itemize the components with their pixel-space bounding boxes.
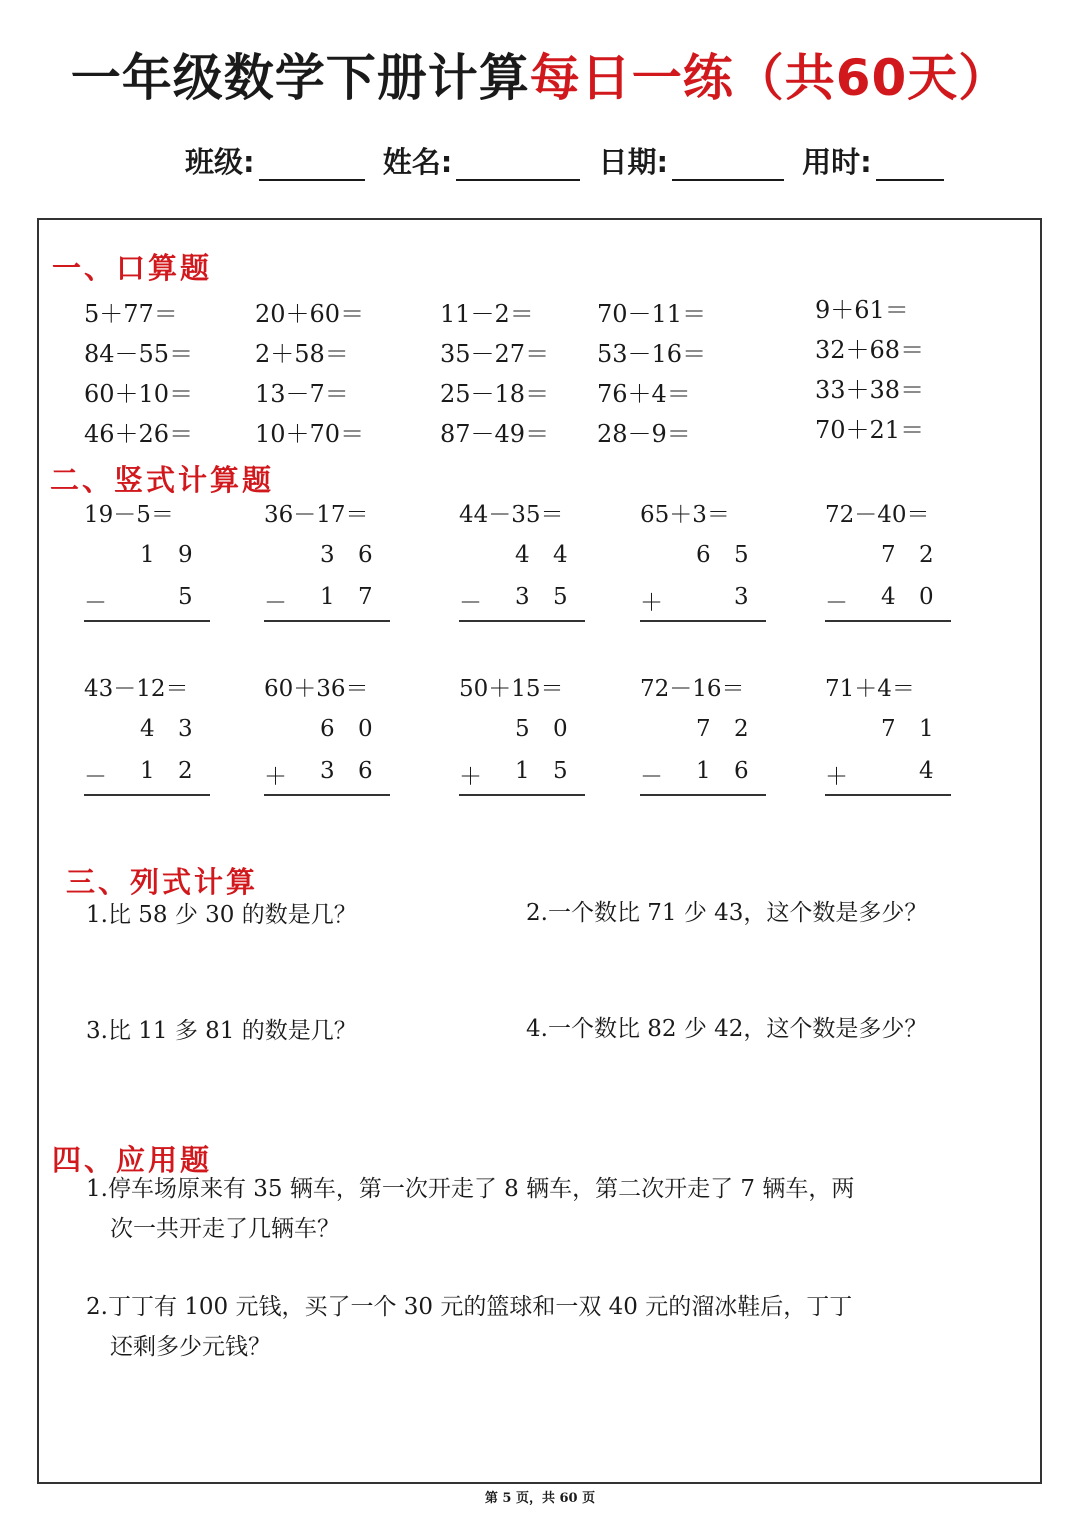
oral-problem: 35－27＝ bbox=[440, 340, 550, 368]
vertical-operator: ＋ bbox=[264, 764, 287, 790]
vertical-equation: 43－12＝ bbox=[84, 676, 189, 702]
vertical-operator: － bbox=[264, 590, 287, 616]
vertical-top-tens: 4 bbox=[140, 716, 155, 742]
vertical-bottom-ones: 6 bbox=[358, 758, 373, 784]
vertical-operator: － bbox=[825, 590, 848, 616]
vertical-top-ones: 2 bbox=[734, 716, 749, 742]
vertical-answer-line bbox=[84, 794, 210, 796]
vertical-top-tens: 6 bbox=[320, 716, 335, 742]
oral-problem: 10＋70＝ bbox=[255, 420, 365, 448]
oral-problem: 5＋77＝ bbox=[84, 300, 178, 328]
vertical-operator: － bbox=[640, 764, 663, 790]
vertical-bottom-ones: 2 bbox=[178, 758, 193, 784]
oral-problem: 60＋10＝ bbox=[84, 380, 194, 408]
vertical-top-ones: 5 bbox=[734, 542, 749, 568]
vertical-bottom-tens: 1 bbox=[696, 758, 711, 784]
page-footer: 第 5 页，共 60 页 bbox=[484, 1491, 596, 1506]
vertical-top-tens: 7 bbox=[881, 542, 896, 568]
vertical-equation: 72－16＝ bbox=[640, 676, 745, 702]
oral-problem: 20＋60＝ bbox=[255, 300, 365, 328]
vertical-operator: ＋ bbox=[640, 590, 663, 616]
vertical-bottom-ones: 5 bbox=[553, 584, 568, 610]
vertical-top-ones: 9 bbox=[178, 542, 193, 568]
oral-problem: 13－7＝ bbox=[255, 380, 349, 408]
vertical-top-tens: 4 bbox=[515, 542, 530, 568]
page-title bbox=[0, 38, 1080, 110]
vertical-top-ones: 0 bbox=[358, 716, 373, 742]
formula-question-1: 1.比 58 少 30 的数是几？ bbox=[86, 902, 357, 928]
vertical-bottom-ones: 0 bbox=[919, 584, 934, 610]
vertical-answer-line bbox=[459, 794, 585, 796]
formula-question-4: 4.一个数比 82 少 42，这个数是多少？ bbox=[526, 1016, 928, 1042]
vertical-bottom-tens: 1 bbox=[320, 584, 335, 610]
vertical-equation: 72－40＝ bbox=[825, 502, 930, 528]
oral-problem: 84－55＝ bbox=[84, 340, 194, 368]
vertical-answer-line bbox=[825, 794, 951, 796]
vertical-operator: － bbox=[84, 590, 107, 616]
info-name: 姓名: bbox=[383, 140, 581, 181]
name-blank[interactable] bbox=[456, 149, 580, 181]
vertical-top-ones: 2 bbox=[919, 542, 934, 568]
vertical-answer-line bbox=[825, 620, 951, 622]
section-vertical-title: 二、竖式计算题 bbox=[50, 463, 275, 497]
vertical-equation: 65＋3＝ bbox=[640, 502, 730, 528]
oral-problem: 46＋26＝ bbox=[84, 420, 194, 448]
oral-problem: 70＋21＝ bbox=[815, 416, 925, 444]
vertical-equation: 50＋15＝ bbox=[459, 676, 564, 702]
vertical-answer-line bbox=[84, 620, 210, 622]
section-word-title: 四、应用题 bbox=[52, 1143, 213, 1177]
vertical-top-tens: 5 bbox=[515, 716, 530, 742]
date-blank[interactable] bbox=[672, 149, 784, 181]
word-problem-1-line-1: 1.停车场原来有 35 辆车，第一次开走了 8 辆车，第二次开走了 7 辆车，两 bbox=[86, 1176, 855, 1202]
vertical-bottom-ones: 3 bbox=[734, 584, 749, 610]
vertical-top-ones: 6 bbox=[358, 542, 373, 568]
vertical-answer-line bbox=[264, 794, 390, 796]
class-blank[interactable] bbox=[259, 149, 365, 181]
vertical-bottom-ones: 5 bbox=[553, 758, 568, 784]
word-problem-1-line-2: 次一共开走了几辆车？ bbox=[110, 1216, 340, 1242]
vertical-top-tens: 6 bbox=[696, 542, 711, 568]
oral-problem: 76＋4＝ bbox=[597, 380, 691, 408]
vertical-bottom-ones: 6 bbox=[734, 758, 749, 784]
oral-problem: 2＋58＝ bbox=[255, 340, 349, 368]
oral-problem: 11－2＝ bbox=[440, 300, 534, 328]
vertical-top-tens: 3 bbox=[320, 542, 335, 568]
vertical-answer-line bbox=[640, 794, 766, 796]
section-formula-title: 三、列式计算 bbox=[66, 865, 259, 899]
oral-problem: 9＋61＝ bbox=[815, 296, 909, 324]
word-problem-2-line-2: 还剩多少元钱？ bbox=[110, 1334, 271, 1360]
vertical-bottom-tens: 4 bbox=[881, 584, 896, 610]
vertical-equation: 60＋36＝ bbox=[264, 676, 369, 702]
oral-problem: 87－49＝ bbox=[440, 420, 550, 448]
vertical-top-tens: 7 bbox=[881, 716, 896, 742]
title-main: 一年级数学下册计算 bbox=[70, 49, 530, 107]
vertical-answer-line bbox=[640, 620, 766, 622]
vertical-bottom-tens: 1 bbox=[515, 758, 530, 784]
vertical-equation: 71＋4＝ bbox=[825, 676, 915, 702]
info-date: 日期: bbox=[598, 140, 784, 181]
vertical-bottom-ones: 4 bbox=[919, 758, 934, 784]
vertical-bottom-tens: 3 bbox=[320, 758, 335, 784]
vertical-bottom-ones: 7 bbox=[358, 584, 373, 610]
vertical-bottom-tens: 3 bbox=[515, 584, 530, 610]
oral-problem: 70－11＝ bbox=[597, 300, 707, 328]
vertical-operator: ＋ bbox=[459, 764, 482, 790]
vertical-operator: － bbox=[84, 764, 107, 790]
vertical-equation: 44－35＝ bbox=[459, 502, 564, 528]
title-highlight: 每日一练（共60天） bbox=[529, 49, 1010, 107]
vertical-equation: 19－5＝ bbox=[84, 502, 174, 528]
vertical-top-tens: 7 bbox=[696, 716, 711, 742]
time-blank[interactable] bbox=[876, 149, 944, 181]
formula-question-3: 3.比 11 多 81 的数是几？ bbox=[86, 1018, 357, 1044]
info-time: 用时: bbox=[802, 140, 944, 181]
oral-problem: 25－18＝ bbox=[440, 380, 550, 408]
vertical-top-ones: 3 bbox=[178, 716, 193, 742]
vertical-top-tens: 1 bbox=[140, 542, 155, 568]
vertical-operator: － bbox=[459, 590, 482, 616]
vertical-top-ones: 1 bbox=[919, 716, 934, 742]
info-class: 班级: bbox=[185, 140, 365, 181]
oral-problem: 28－9＝ bbox=[597, 420, 691, 448]
vertical-top-ones: 4 bbox=[553, 542, 568, 568]
vertical-bottom-ones: 5 bbox=[178, 584, 193, 610]
oral-problem: 33＋38＝ bbox=[815, 376, 925, 404]
vertical-bottom-tens: 1 bbox=[140, 758, 155, 784]
student-info-row bbox=[185, 140, 952, 181]
oral-problem: 53－16＝ bbox=[597, 340, 707, 368]
vertical-answer-line bbox=[264, 620, 390, 622]
formula-question-2: 2.一个数比 71 少 43，这个数是多少？ bbox=[526, 900, 928, 926]
vertical-equation: 36－17＝ bbox=[264, 502, 369, 528]
vertical-top-ones: 0 bbox=[553, 716, 568, 742]
vertical-operator: ＋ bbox=[825, 764, 848, 790]
word-problem-2-line-1: 2.丁丁有 100 元钱，买了一个 30 元的篮球和一双 40 元的溜冰鞋后，丁丁 bbox=[86, 1294, 853, 1320]
vertical-answer-line bbox=[459, 620, 585, 622]
oral-problem: 32＋68＝ bbox=[815, 336, 925, 364]
section-oral-title: 一、口算题 bbox=[52, 251, 213, 285]
